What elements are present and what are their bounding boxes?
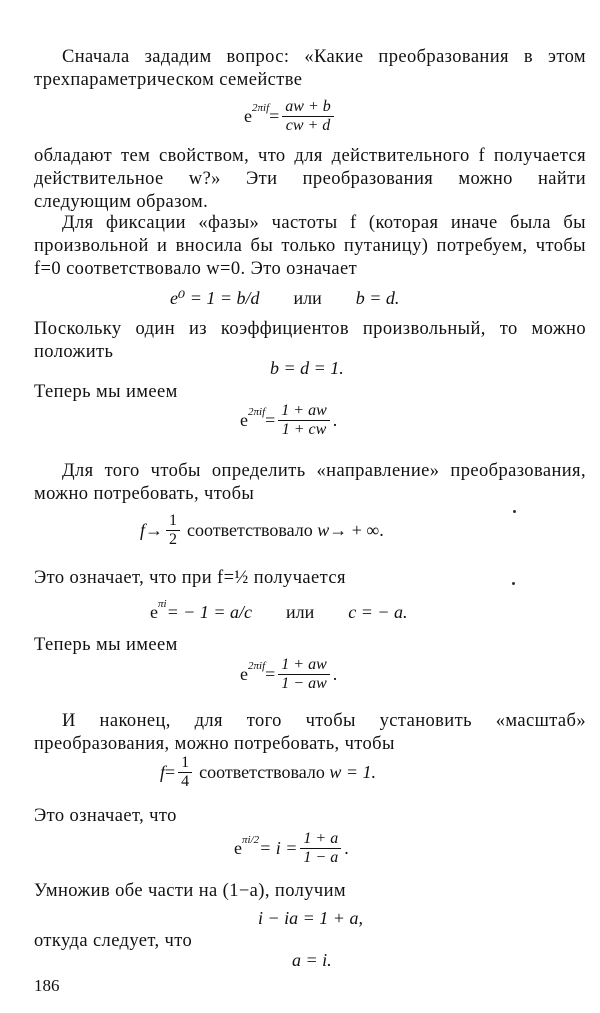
paragraph-7: Это означает, что при f=½ получается (34, 568, 346, 588)
paragraph-4: Поскольку один из коэффициентов произвольный, то можно положить (34, 319, 586, 362)
formula-4-fraction: $\frac{1 + aw}{1 + cw}$ (278, 402, 329, 439)
paragraph-9: И наконец, для того чтобы установить «масштаб» преобразования, можно потребовать, чтобы (34, 711, 586, 754)
print-speck (513, 510, 516, 513)
formula-1 (244, 98, 337, 135)
formula-1-exp: 2πif (252, 101, 270, 114)
formula-1-eq: = (269, 106, 280, 126)
paragraph-2: обладают тем свойством, что для действительного f получается действительное w?» Эти преобразования можно найти следующим образом. (34, 146, 586, 212)
formula-1-fraction: $\frac{aw + b}{cw + d}$ (282, 98, 333, 135)
formula-7: e 2πif = $\frac{1 + aw}{1 - aw}$ . (240, 656, 338, 692)
paragraph-1: Сначала зададим вопрос: «Какие преобразования в этом трехпараметрическом семействе (34, 47, 586, 90)
formula-8: f = $\frac{1}{4}$ соответствовало w = 1. (160, 754, 377, 790)
formula-11: a = i. (292, 950, 332, 970)
formula-3: b = d = 1. (270, 358, 344, 378)
formula-1-base: e (244, 106, 252, 126)
formula-9-fraction: $\frac{1 + a}{1 - a}$ (300, 830, 341, 867)
paragraph-12: откуда следует, что (34, 931, 193, 951)
formula-4: e 2πif = $\frac{1 + aw}{1 + cw}$ . (240, 402, 338, 438)
formula-9: e πi/2 = i = $\frac{1 + a}{1 - a}$ . (234, 830, 349, 866)
formula-5: f → $\frac{1}{2}$ соответствовало w → + ∞. (140, 512, 384, 548)
print-speck (512, 582, 515, 585)
paragraph-11: Умножив обе части на (1−a), получим (34, 881, 347, 901)
page-number: 186 (34, 976, 60, 995)
formula-7-fraction: $\frac{1 + aw}{1 - aw}$ (278, 656, 329, 693)
formula-10: i − ia = 1 + a, (258, 908, 363, 928)
paragraph-6: Для того чтобы определить «направление» преобразования, можно потребовать, чтобы (34, 461, 586, 504)
paragraph-5: Теперь мы имеем (34, 382, 178, 402)
formula-6: e πi = − 1 = a/c или c = − a. (150, 597, 408, 622)
paragraph-3: Для фиксации «фазы» частоты f (которая иначе была бы произвольной и вносила бы только путаницу) потребуем, чтобы f=0 соответствовало w=0. Это означает (34, 213, 586, 279)
paragraph-8: Теперь мы имеем (34, 635, 178, 655)
formula-2: e⁰ = 1 = b/d или b = d. (170, 288, 400, 308)
paragraph-10: Это означает, что (34, 806, 177, 826)
